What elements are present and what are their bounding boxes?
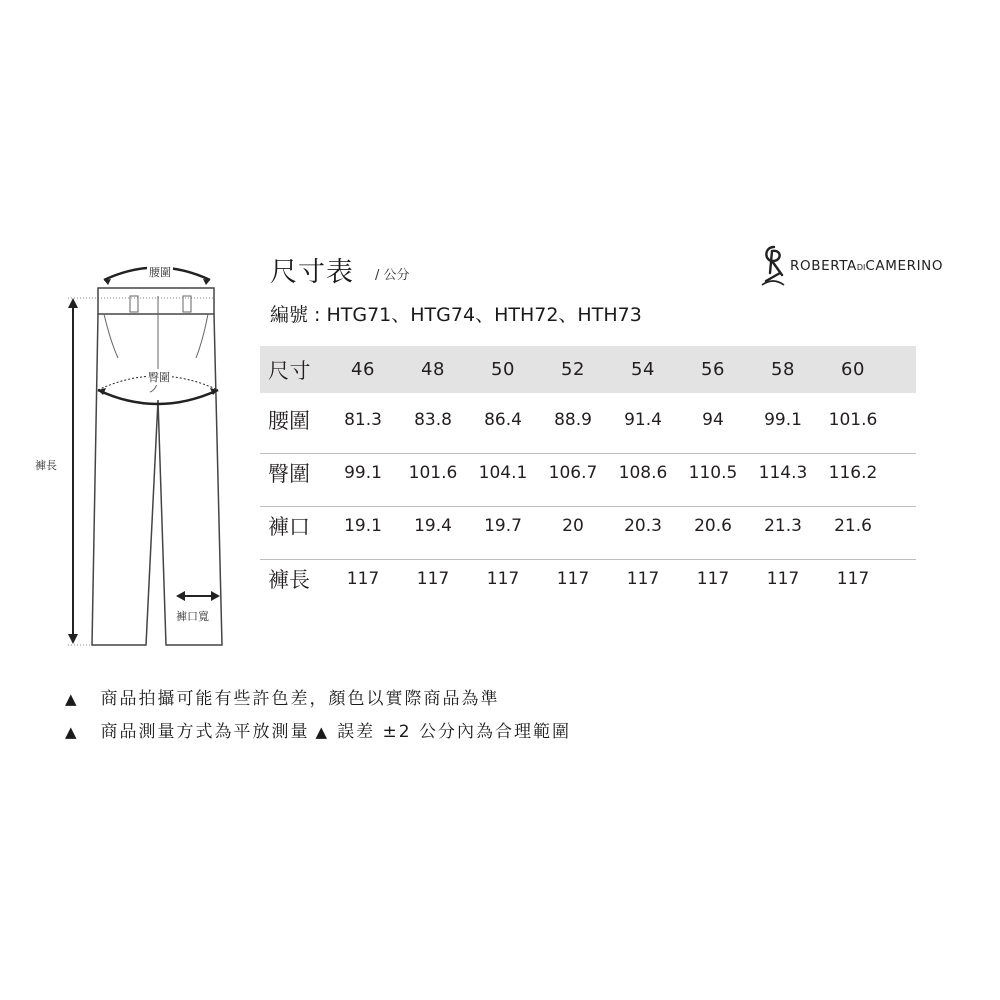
hip-label: 臀圍 (148, 371, 170, 384)
brand-name (790, 258, 943, 274)
note-line-2 (65, 717, 571, 742)
size-header-cell: 46 (351, 359, 375, 380)
note-text-1: 商品拍攝可能有些許色差，顏色以實際商品為準 (100, 689, 500, 709)
table-cell: 117 (416, 568, 450, 589)
table-cell: 114.3 (758, 462, 808, 483)
size-header-cell: 48 (421, 359, 445, 380)
size-header-cell: 56 (701, 359, 725, 380)
table-cell: 106.7 (548, 462, 598, 483)
table-cell: 117 (486, 568, 520, 589)
row-divider (260, 559, 916, 560)
table-cell: 117 (556, 568, 590, 589)
table-cell: 20.6 (694, 515, 732, 536)
table-cell: 104.1 (478, 462, 528, 483)
table-cell: 94 (702, 409, 724, 430)
page-title: 尺寸表 (270, 257, 354, 288)
brand-name-part1: ROBERTA (790, 258, 857, 274)
table-cell: 21.6 (834, 515, 872, 536)
table-cell: 99.1 (764, 409, 802, 430)
table-cell: 20 (562, 515, 584, 536)
row-label: 臀圍 (268, 461, 310, 486)
table-cell: 21.3 (764, 515, 802, 536)
table-cell: 117 (836, 568, 870, 589)
table-cell: 117 (696, 568, 730, 589)
hem-width-label: 褲口寬 (176, 610, 209, 623)
row-divider (260, 453, 916, 454)
table-cell: 108.6 (618, 462, 668, 483)
note-text-2b: 誤差 ±2 公分內為合理範圍 (337, 722, 571, 742)
length-label: 褲長 (35, 459, 57, 472)
table-cell: 117 (766, 568, 800, 589)
size-header-cell: 52 (561, 359, 585, 380)
table-cell: 86.4 (484, 409, 522, 430)
waist-label: 腰圍 (149, 266, 171, 279)
table-cell: 20.3 (624, 515, 662, 536)
note-line-1 (65, 684, 500, 709)
size-header-cell: 54 (631, 359, 655, 380)
pants-measurement-diagram (0, 240, 260, 660)
table-cell: 19.4 (414, 515, 452, 536)
size-table (260, 346, 916, 605)
table-cell: 91.4 (624, 409, 662, 430)
row-label: 褲口 (268, 514, 310, 539)
table-cell: 101.6 (408, 462, 458, 483)
triangle-marker-icon: ▲ (315, 723, 328, 741)
table-cell: 101.6 (828, 409, 878, 430)
size-header-cell: 50 (491, 359, 515, 380)
size-header-cell: 60 (841, 359, 865, 380)
brand-name-part2: CAMERINO (865, 258, 944, 274)
table-cell: 110.5 (688, 462, 738, 483)
size-header-label: 尺寸 (268, 358, 311, 383)
model-numbers: 編號 : HTG71、HTG74、HTH72、HTH73 (270, 304, 642, 326)
brand-logo-icon (758, 243, 788, 289)
table-cell: 116.2 (828, 462, 878, 483)
size-header-cell: 58 (771, 359, 795, 380)
triangle-marker-icon: ▲ (65, 690, 77, 708)
triangle-marker-icon: ▲ (65, 723, 77, 741)
row-divider (260, 506, 916, 507)
table-cell: 81.3 (344, 409, 382, 430)
note-text-2a: 商品測量方式為平放測量 (100, 722, 310, 742)
table-header-row (260, 346, 916, 393)
table-cell: 83.8 (414, 409, 452, 430)
table-cell: 117 (346, 568, 380, 589)
brand-name-di: DI (856, 263, 866, 272)
table-cell: 99.1 (344, 462, 382, 483)
row-label: 腰圍 (268, 408, 310, 433)
table-cell: 117 (626, 568, 660, 589)
table-cell: 88.9 (554, 409, 592, 430)
pants-outline-icon (0, 240, 260, 660)
table-row (260, 393, 916, 446)
table-cell: 19.1 (344, 515, 382, 536)
unit-label: / 公分 (375, 268, 410, 283)
row-label: 褲長 (268, 567, 310, 592)
table-cell: 19.7 (484, 515, 522, 536)
